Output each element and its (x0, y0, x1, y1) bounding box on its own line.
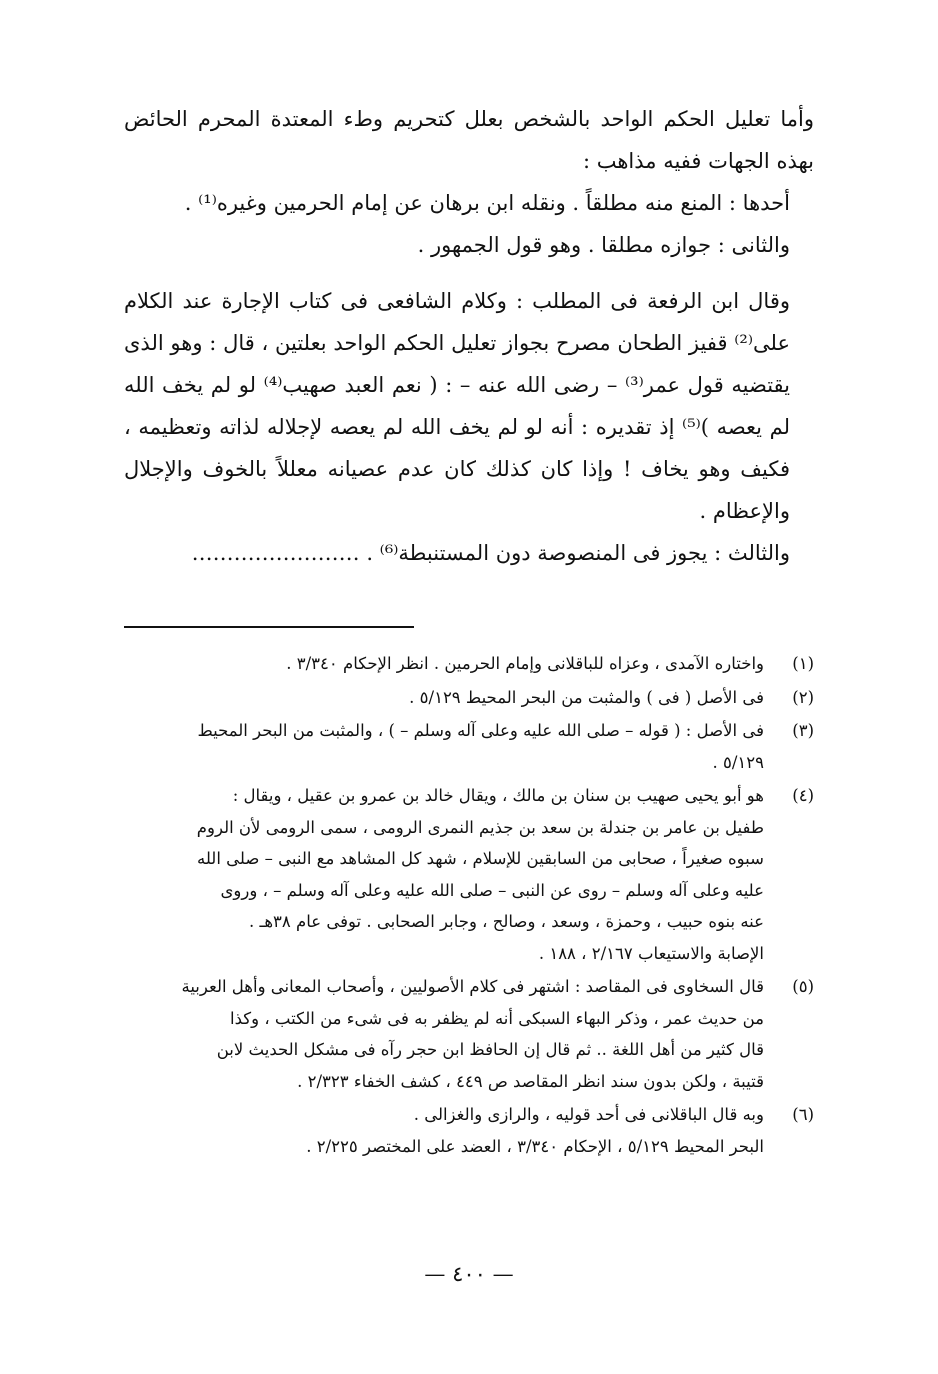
main-text (124, 98, 814, 574)
paragraph-intro: وأما تعليل الحكم الواحد بالشخص بعلل كتحريم وطء المعتدة المحرم الحائض بهذه الجهات ففيه مذاهب : (124, 107, 814, 173)
footnote-line: ٥/١٢٩ . (712, 752, 764, 772)
footnote-line: عليه وعلى آله وسلم – روى عن النبى – صلى الله عليه وعلى آله وسلم – ، وروى (220, 880, 764, 900)
footnote-text (124, 780, 764, 969)
footnote-line: قتيبة ، ولكن بدون سند انظر المقاصد ص ٤٤٩ ، كشف الخفاء ٢/٣٢٣ . (297, 1071, 764, 1091)
footnote-line: الإصابة والاستيعاب ٢/١٦٧ ، ١٨٨ . (538, 943, 764, 963)
page-number: — ٤٠٠ — (424, 1262, 514, 1286)
footnote-text (124, 971, 764, 1097)
footnote-1 (124, 648, 814, 680)
paragraph-third-view: والثالث : يجوز فى المنصوصة دون المستنبطة⁽⁶⁾ . …………………… (191, 541, 790, 565)
footnote-text (124, 715, 764, 778)
footnote-4 (124, 780, 814, 969)
footnote-number: (٦) (792, 1105, 814, 1124)
footnote-number: (٤) (792, 786, 814, 805)
footnote-number: (٥) (792, 977, 814, 996)
footnote-text (124, 648, 764, 680)
footnote-line: البحر المحيط ٥/١٢٩ ، الإحكام ٣/٣٤٠ ، العضد على المختصر ٢/٢٢٥ . (306, 1136, 764, 1156)
footnote-text (124, 682, 764, 714)
footnote-line: قال كثير من أهل اللغة .. ثم قال إن الحافظ ابن حجر رآه فى مشكل الحديث لابن (216, 1040, 764, 1059)
footnote-3 (124, 715, 814, 778)
footnote-5 (124, 971, 814, 1097)
paragraph-ibn-rifaa: وقال ابن الرفعة فى المطلب : وكلام الشافعى فى كتاب الإجارة عند الكلام على⁽²⁾ قفيز الطحان مصرح بجواز تعليل الحكم الواحد بعلتين ، قال : وهو الذى يقتضيه قول عمر⁽³⁾ – رضى الله عنه – : ( نعم العبد صهيب⁽⁴⁾ لو لم يخف الله لم يعصه )⁽⁵⁾ إذ تقديره : أنه لو لم يخف الله لم يعصه لإجلاله لذاته وتعظيمه ، فكيف وهو يخاف ! وإذا كان كذلك كان عدم عصيانه معللاً بالخوف والإجلال والإعظام . (124, 289, 790, 523)
footnote-text (124, 1099, 764, 1162)
footnote-line: واختاره الآمدى ، وعزاه للباقلانى وإمام الحرمين . انظر الإحكام ٣/٣٤٠ . (286, 654, 764, 673)
footnote-line: من حديث عمر ، وذكر البهاء السبكى أنه لم يظفر به فى شىء من الكتب ، وكذا (230, 1008, 764, 1028)
footnote-line: قال السخاوى فى المقاصد : اشتهر فى كلام الأصوليين ، وأصحاب المعانى وأهل العربية (181, 977, 764, 996)
footnote-line: سبوه صغيراً ، صحابى من السابقين للإسلام ، شهد كل المشاهد مع النبى – صلى الله (196, 849, 764, 868)
footnotes (124, 648, 814, 1164)
footnote-2 (124, 682, 814, 714)
footnote-number: (٢) (792, 687, 814, 707)
footnote-line: هو أبو يحيى صهيب بن سنان بن مالك ، ويقال خالد بن عمرو بن عقيل ، ويقال : (232, 786, 764, 805)
footnote-line: طفيل بن عامر بن جندلة بن سعد بن جذيم النمرى الرومى ، سمى الرومى لأن الروم (196, 817, 764, 837)
footnote-line: فى الأصل : ( قوله – صلى الله عليه وعلى آله وسلم – ) ، والمثبت من البحر المحيط (197, 721, 764, 740)
footnote-line: عنه بنوه حبيب ، وحمزة ، وسعد ، وصالح ، وجابر الصحابى . توفى عام ٣٨هـ . (249, 912, 764, 931)
footnote-number: (١) (792, 654, 814, 673)
paragraph-second-view: والثانى : جوازه مطلقا . وهو قول الجمهور . (417, 233, 790, 257)
footnote-line: وبه قال الباقلانى فى أحد قوليه ، والرازى والغزالى . (413, 1105, 764, 1124)
footnote-divider (124, 626, 414, 628)
footnote-6 (124, 1099, 814, 1162)
footnote-line: فى الأصل ( فى ) والمثبت من البحر المحيط ٥/١٢٩ . (409, 687, 764, 707)
page-body (124, 98, 814, 574)
paragraph-first-view: أحدها : المنع منه مطلقاً . ونقله ابن برهان عن إمام الحرمين وغيره⁽¹⁾ . (184, 191, 790, 215)
footnote-number: (٣) (792, 721, 814, 740)
